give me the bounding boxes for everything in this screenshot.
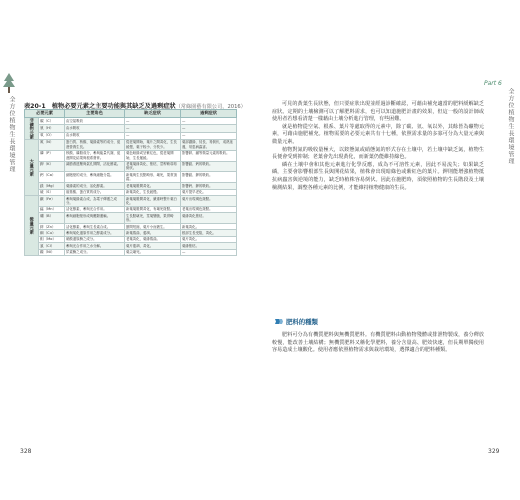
excess-cell: 影響鋅、鐵等微量元素的吸收。 [181, 150, 237, 161]
table-title: 表20-1 植物必要元素之主要功能與其缺乏及過剩症狀（常綠園藝有限公司，2016） [24, 103, 246, 110]
excess-cell: — [181, 118, 237, 125]
table-row [25, 213, 237, 224]
paragraph: 可見的黃葉生長狀態，但只要症狀出現並經過診斷確認，可藉由補充適當的肥料緩解缺乏症狀。定期的土壤檢測可以了解肥料需求，也可以知道施肥計畫的效果，但這一般的設計師或使用者若想看清楚一樣藉由土壤分析進行管理，有些困難。 [272, 101, 484, 123]
table-row [25, 118, 237, 125]
paragraph: 肥料可分為有機質肥料與無機質肥料。有機質肥料由動植物殘體或排泄物製成，養分釋放較慢，能改善土壤結構；無機質肥料又稱化學肥料，養分含量高、肥效快速，但長期單獨使用容易造成土壤酸化。使用者應依照植物需求與栽培環境，選擇適合的肥料種類。 [272, 332, 484, 354]
right-side-title: 全方位植物生長環境管理 [507, 88, 514, 165]
element-cell: 鐵（Fe） [39, 196, 65, 207]
element-cell: 鎂（Mg） [39, 183, 65, 189]
element-cell: 銅（Cu） [39, 230, 65, 236]
element-cell: 鉬（Mo） [39, 236, 65, 242]
excess-cell: 根部生長受阻，黃化。 [181, 230, 237, 236]
table-row [25, 161, 237, 172]
element-cell: 氮（N） [39, 139, 65, 150]
role-cell: 活化酵素，參與光合作用。 [65, 206, 125, 212]
excess-cell: 新葉黃化。 [181, 224, 237, 230]
excess-cell: — [181, 125, 237, 132]
deficiency-cell: 生長點壞死，莖葉變脆，果實畸形。 [125, 213, 181, 224]
excess-cell: 葉片提早老化。 [181, 189, 237, 195]
role-cell: 活化酵素，參與生長素合成。 [65, 224, 125, 230]
excess-cell: 老葉出現褐色斑點。 [181, 206, 237, 212]
group-label: 非礦物元素 [25, 118, 39, 140]
deficiency-cell: — [125, 125, 181, 132]
element-cell: 硼（B） [39, 213, 65, 224]
excess-cell: 葉緣黃化焦枯。 [181, 213, 237, 224]
section-body [272, 332, 484, 355]
header-excess: 過剩症狀 [181, 110, 237, 118]
role-cell: 尿素酶之成分。 [65, 249, 125, 255]
header-role: 主要角色 [65, 110, 125, 118]
role-cell: 硝酸還原酶之成分。 [65, 236, 125, 242]
role-cell: 胺基酸、蛋白質的成分。 [65, 189, 125, 195]
element-cell: 鉀（K） [39, 161, 65, 172]
nutrient-table [24, 109, 237, 256]
role-cell: 核酸、磷脂成分，參與能量代謝，促進開花結果與根系發育。 [65, 150, 125, 161]
element-cell: 鎳（Ni） [39, 249, 65, 255]
tree-icon [2, 72, 16, 94]
deficiency-cell: 節間短縮，葉片小而叢生。 [125, 224, 181, 230]
section-title: 肥料的種類 [286, 318, 318, 326]
deficiency-cell: 新葉黃化，生長緩慢。 [125, 189, 181, 195]
paragraph: 植物對氮的吸收量極大，以銨態氮或硝態氮的形式存在土壤中，若土壤中缺乏氮，植物生長便會受到抑制；老葉會先出現黃化，而新葉仍能維持綠色。 [272, 146, 484, 161]
paragraph: 就是植物從空氣、根系、葉片等處取得的元素中，除了碳、氫、氧以外，其餘皆為礦物元素，可藉由施肥補充。植物需要的必要元素共有十七種，依照需求量的多寡可分為大量元素與微量元素。 [272, 123, 484, 145]
excess-cell: 葉緣焦枯。 [181, 243, 237, 249]
deficiency-cell: 新葉葉脈間黃化，有壞死斑點。 [125, 206, 181, 212]
section-bullet-icon [275, 318, 283, 325]
table-row [25, 139, 237, 150]
deficiency-cell: — [125, 132, 181, 139]
table-header-row [25, 110, 237, 118]
excess-cell: — [181, 249, 237, 255]
left-side-title: 全方位植物生長環境管理 [8, 96, 15, 173]
excess-cell: 葉片黃化。 [181, 236, 237, 242]
group-label: 微量元素 [25, 196, 39, 256]
element-cell: 硫（S） [39, 189, 65, 195]
role-cell: 細胞壁的成分，參與細胞分裂。 [65, 172, 125, 183]
element-cell: 氯（Cl） [39, 243, 65, 249]
element-cell: 碳（C） [39, 118, 65, 125]
header-element: 必要元素 [25, 110, 65, 118]
role-cell: 葉綠素的成分，活化酵素。 [65, 183, 125, 189]
role-cell: 蛋白質、核酸、葉綠素等的成分，促進營養生長。 [65, 139, 125, 150]
excess-cell: — [181, 132, 237, 139]
deficiency-cell: 葉色暗綠或呈紫紅色，從老葉開始，生長遲緩。 [125, 150, 181, 161]
table-row [25, 150, 237, 161]
element-cell: 鈣（Ca） [39, 172, 65, 183]
role-cell: 參與葉綠素合成，為電子傳遞之成分。 [65, 196, 125, 207]
paragraph: 磷在土壤中會和其他元素進行化學反應，成為不可溶性元素，因此不易流失；如果缺乏磷，主要會影響根部生長與開花結果，植株會出現暗綠色或紫紅色的葉片。鉀則能增強植物抵抗病蟲害與逆境的能力，缺乏時植株容易倒伏。因此在施肥時，須依照植物的生長階段及土壤檢測結果，調整各種元素的比例，才能維持植物健康的生長。 [272, 161, 484, 191]
body-text [272, 101, 484, 192]
deficiency-cell: 新葉與生長點畸形、壞死，果實頂腐。 [125, 172, 181, 183]
deficiency-cell: 從老葉開始，葉片之間黃化，生長緩慢，葉子較小、分枝少。 [125, 139, 181, 150]
role-cell: 由水吸收 [65, 132, 125, 139]
table-row [25, 196, 237, 207]
part-label: Part 6 [484, 80, 502, 87]
element-cell: 氫（H） [39, 125, 65, 132]
role-cell: 由水吸收 [65, 125, 125, 132]
deficiency-cell: — [125, 118, 181, 125]
table-row [25, 249, 237, 255]
role-cell: 參與光合作用之水分解。 [65, 243, 125, 249]
element-cell: 鋅（Zn） [39, 224, 65, 230]
deficiency-cell: 新葉捲曲、萎凋。 [125, 230, 181, 236]
element-cell: 磷（P） [39, 150, 65, 161]
deficiency-cell: 葉尖壞死。 [125, 249, 181, 255]
excess-cell: 影響鎂、鈣的吸收。 [181, 161, 237, 172]
header-deficiency: 缺乏症狀 [125, 110, 181, 118]
deficiency-cell: 新葉葉脈間黃化，嚴重時整片葉白化。 [125, 196, 181, 207]
element-cell: 錳（Mn） [39, 206, 65, 212]
element-cell: 氧（O） [39, 132, 65, 139]
table-row [25, 125, 237, 132]
deficiency-cell: 老葉黃化，葉緣捲曲。 [125, 236, 181, 242]
excess-cell: 影響鈣、鉀的吸收。 [181, 183, 237, 189]
table-source: （常綠園藝有限公司，2016） [175, 104, 246, 110]
role-cell: 由空氣吸收 [65, 118, 125, 125]
excess-cell: 葉片出現褐色斑點。 [181, 196, 237, 207]
deficiency-cell: 葉片萎凋、黃化。 [125, 243, 181, 249]
deficiency-cell: 老葉葉脈間黃化。 [125, 183, 181, 189]
table-row [25, 132, 237, 139]
excess-cell: 葉部濃綠、徒長、易倒伏，成熟延遲，易患病蟲害。 [181, 139, 237, 150]
role-cell: 參與氧化還原作用之酵素成分。 [65, 230, 125, 236]
role-cell: 調節滲透壓與氣孔開閉，活化酵素。 [65, 161, 125, 172]
table-row [25, 172, 237, 183]
deficiency-cell: 老葉葉緣黃化、焦枯，莖稈軟弱易倒伏。 [125, 161, 181, 172]
right-page-number: 329 [488, 448, 500, 455]
role-cell: 參與細胞壁形成與醣類運輸。 [65, 213, 125, 224]
excess-cell: 影響鎂、鉀的吸收。 [181, 172, 237, 183]
group-label: 大量元素 [25, 139, 39, 195]
left-page-number: 328 [20, 448, 32, 455]
